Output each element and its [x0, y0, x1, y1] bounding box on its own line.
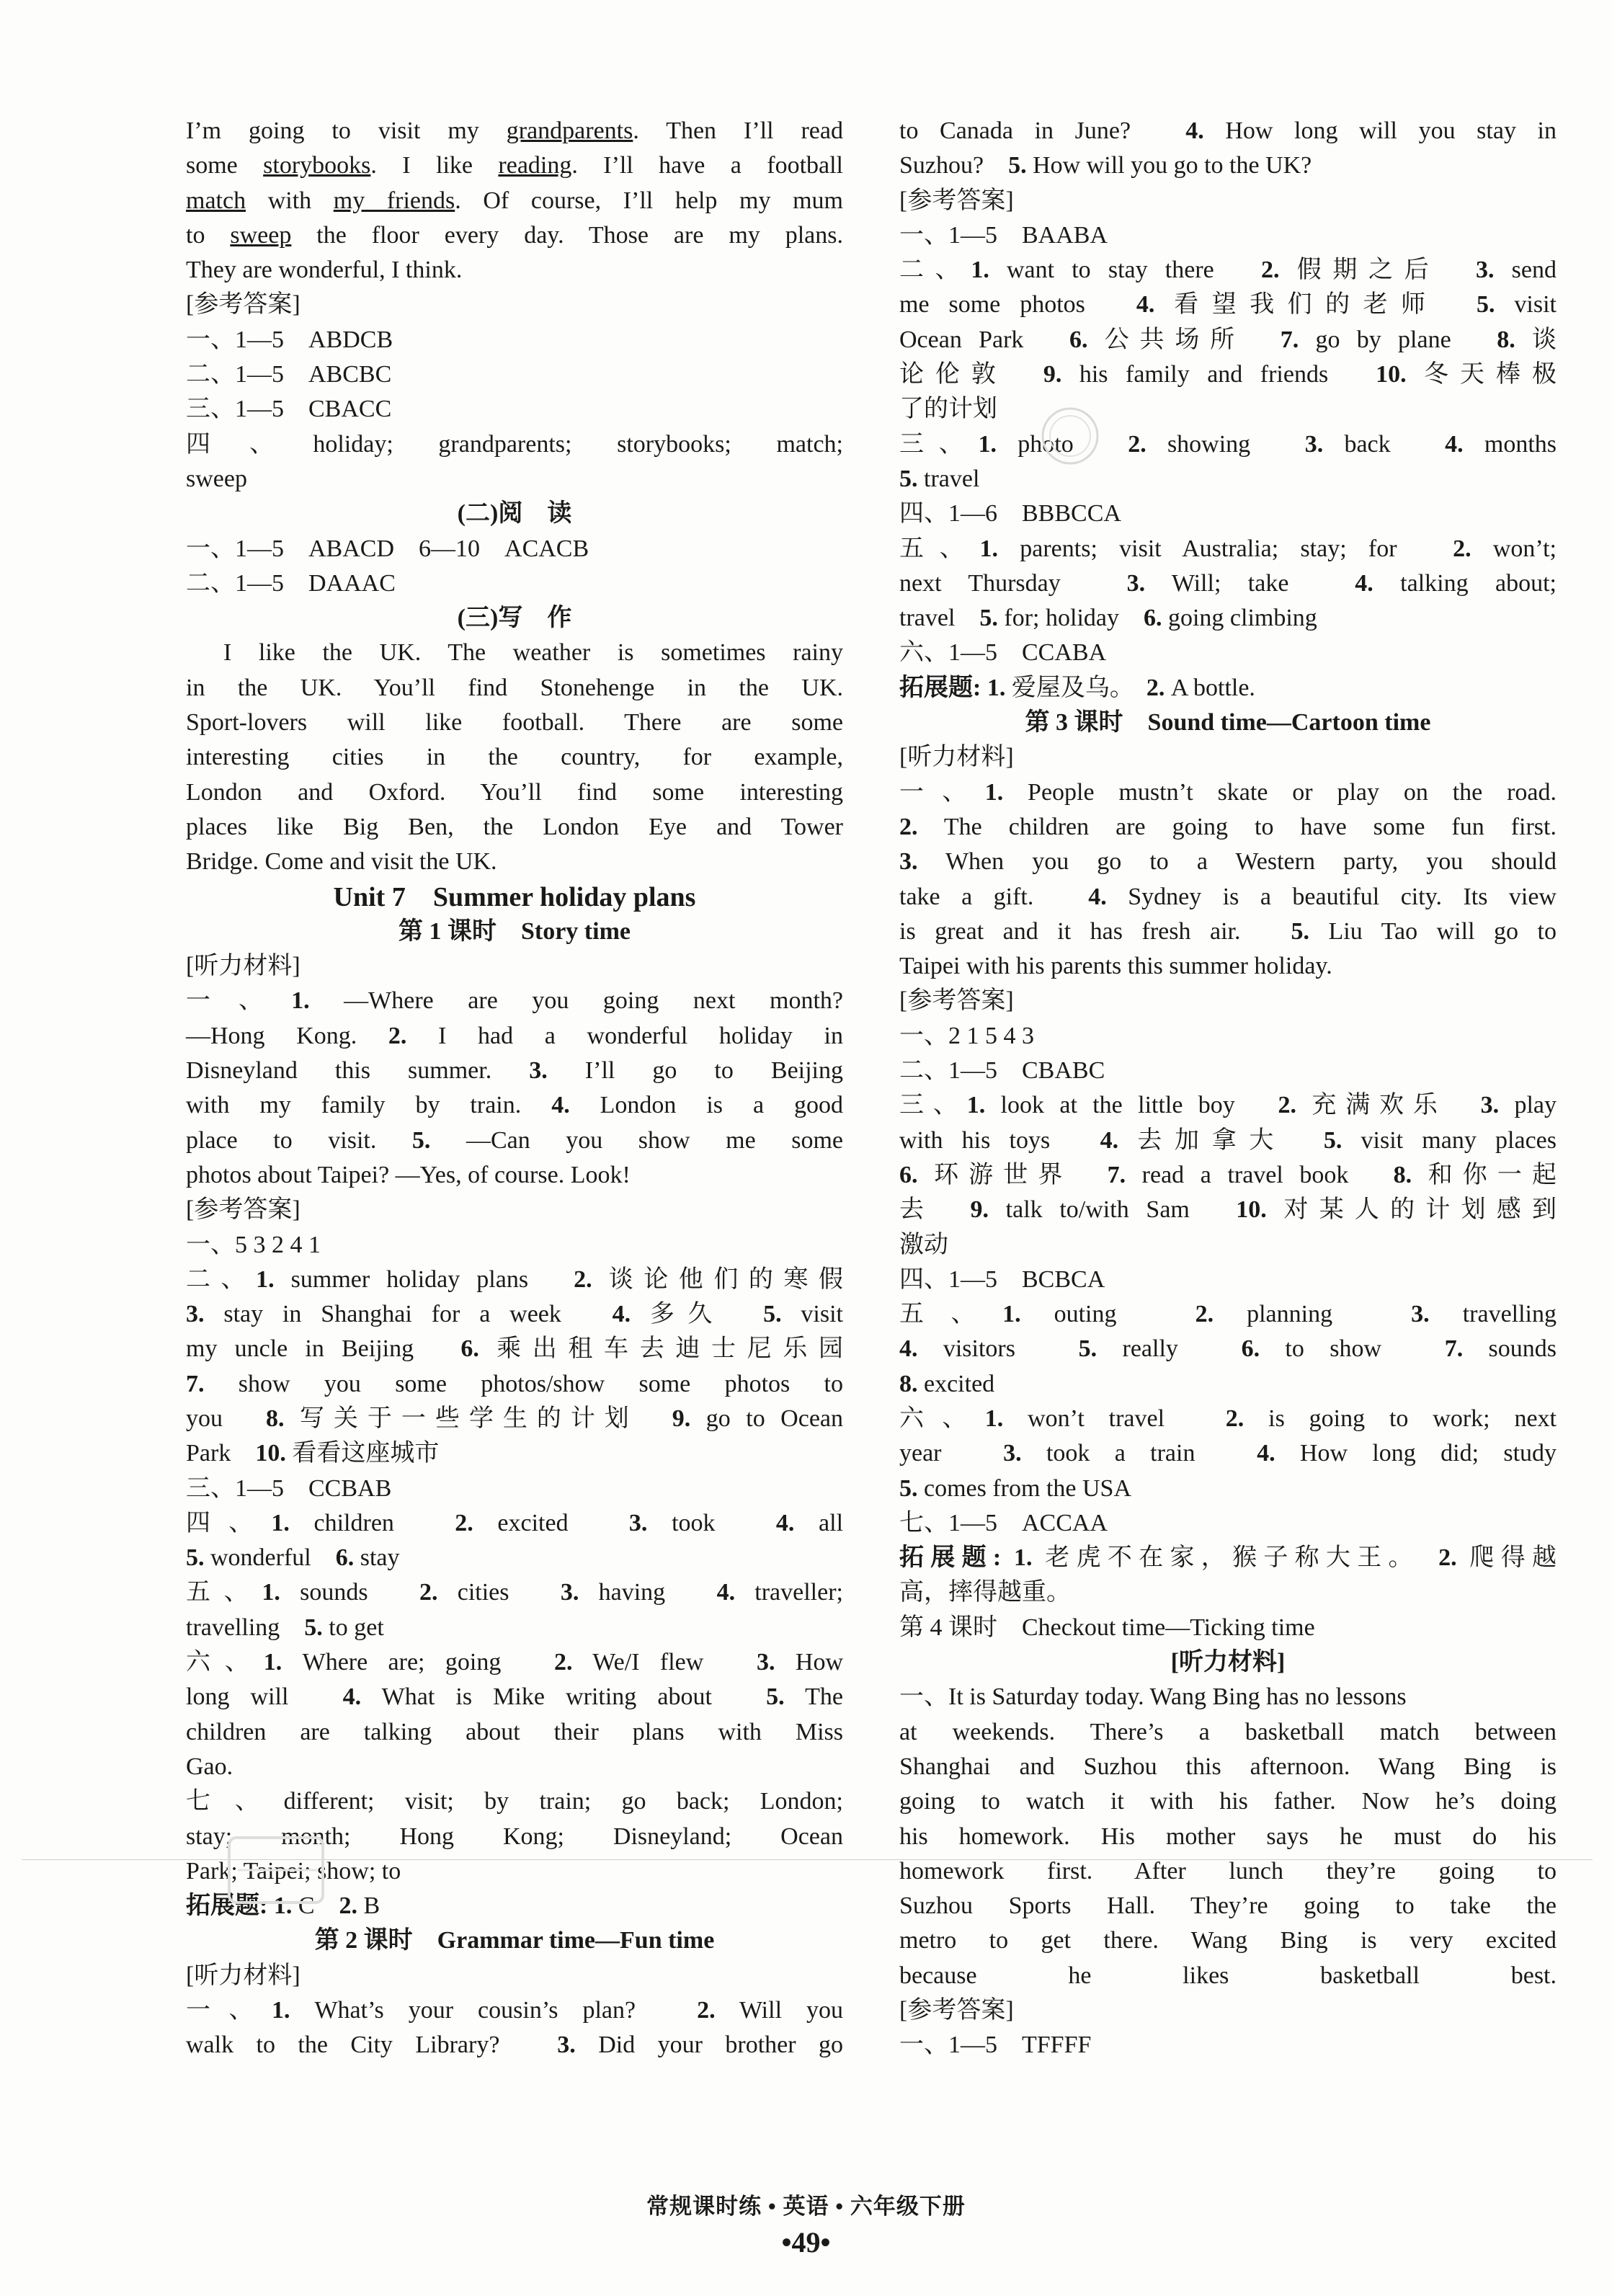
left-line: long will 4. What is Mike writing about 5. The [186, 1683, 843, 1711]
right-line: 六、1. won’t travel 2. is going to work; next [899, 1405, 1557, 1432]
right-line: Ocean Park 6. 公共场所 7. go by plane 8. 谈 [899, 326, 1557, 353]
left-line: (三)写 作 [457, 605, 572, 632]
left-line: 三、1—5 CCBAB [186, 1474, 392, 1502]
left-line: sweep [186, 465, 247, 492]
right-line: homework first. After lunch they’re going to [899, 1857, 1557, 1885]
right-line: Suzhou Sports Hall. They’re going to take the [899, 1892, 1557, 1920]
right-line: 了的计划 [899, 396, 997, 423]
right-line: 五、1. outing 2. planning 3. travelling [899, 1301, 1557, 1328]
left-line: 二、1. summer holiday plans 2. 谈论他们的寒假 [186, 1265, 844, 1293]
left-line: 三、1—5 CBACC [186, 396, 392, 423]
right-line: 三、1. look at the little boy 2. 充满欢乐 3. play [899, 1092, 1557, 1119]
left-line: [听力材料] [186, 1962, 300, 1989]
right-line: 拓展题: 1. 爱屋及乌。 2. A bottle. [899, 674, 1255, 701]
right-line: 去 9. talk to/with Sam 10. 对某人的计划感到 [899, 1196, 1557, 1224]
left-line: walk to the City Library? 3. Did your brother go [186, 2032, 843, 2059]
right-line: 高，摔得越重。 [899, 1579, 1071, 1606]
left-line: —Hong Kong. 2. I had a wonderful holiday in [186, 1022, 844, 1049]
right-line: at weekends. There’s a basketball match between [899, 1718, 1557, 1745]
left-line: Bridge. Come and visit the UK. [186, 848, 497, 876]
left-line: 拓展题: 1. C 2. B [186, 1892, 380, 1920]
right-line: Taipei with his parents this summer holiday. [899, 953, 1332, 980]
right-line: me some photos 4. 看望我们的老师 5. visit [899, 291, 1557, 319]
left-line: 二、1—5 DAAAC [186, 569, 396, 597]
left-line: 一、1. —Where are you going next month? [186, 987, 843, 1015]
left-line: 一、1. What’s your cousin’s plan? 2. Will you [186, 1997, 843, 2024]
right-line: to Canada in June? 4. How long will you stay in [899, 117, 1557, 144]
right-line: 三、1. photo 2. showing 3. back 4. months [899, 430, 1557, 458]
right-line: travel 5. for; holiday 6. going climbing [899, 605, 1317, 632]
right-line: take a gift. 4. Sydney is a beautiful city. Its view [899, 883, 1557, 910]
right-line: because he likes basketball best. [899, 1962, 1557, 1989]
right-line: Suzhou? 5. How will you go to the UK? [899, 152, 1312, 179]
right-line: 五、1. parents; visit Australia; stay; for 2. won’t; [899, 535, 1557, 562]
footer-book-title: 常规课时练 • 英语 • 六年级下册 [646, 2194, 966, 2219]
left-line: Park 10. 看看这座城市 [186, 1440, 440, 1467]
left-line: to sweep the floor every day. Those are my plans. [186, 221, 843, 249]
left-line: Unit 7 Summer holiday plans [333, 881, 696, 912]
right-line: 论伦敦 9. his family and friends 10. 冬天棒极 [899, 361, 1557, 388]
left-line: 一、1—5 ABACD 6—10 ACACB [186, 535, 589, 562]
left-line: my uncle in Beijing 6. 乘出租车去迪士尼乐园 [186, 1335, 843, 1363]
right-line: is great and it has fresh air. 5. Liu Tao will go to [899, 917, 1557, 945]
left-line: you 8. 写关于一些学生的计划 9. go to Ocean [186, 1405, 844, 1432]
left-line: 第 2 课时 Grammar time—Fun time [314, 1927, 715, 1954]
left-line: 第 1 课时 Story time [398, 917, 631, 945]
left-line: travelling 5. to get [186, 1614, 384, 1641]
left-line: 一、1—5 ABDCB [186, 326, 393, 353]
right-line: 一、1—5 BAABA [899, 221, 1108, 249]
left-line: place to visit. 5. —Can you show me some [186, 1126, 843, 1154]
left-line: 四、1. children 2. excited 3. took 4. all [186, 1509, 844, 1536]
left-line: places like Big Ben, the London Eye and Tower [186, 813, 843, 840]
left-line: Sport-lovers will like football. There are some [186, 709, 843, 737]
right-line: [参考答案] [899, 187, 1014, 214]
left-line: children are talking about their plans with Miss [186, 1718, 843, 1745]
right-line: 六、1—5 CCABA [899, 639, 1107, 667]
watermark-scan [223, 1830, 331, 1913]
right-line: 一、1—5 TFFFF [899, 2032, 1092, 2059]
right-line: 第 3 课时 Sound time—Cartoon time [1025, 709, 1431, 737]
right-line: 一、1. People mustn’t skate or play on the road. [899, 778, 1557, 806]
right-line: 5. travel [899, 465, 980, 492]
left-line: 二、1—5 ABCBC [186, 361, 392, 388]
left-line: photos about Taipei? —Yes, of course. Look! [186, 1161, 631, 1188]
left-line: I’m going to visit my grandparents. Then I’ll read [186, 117, 843, 144]
left-line: London and Oxford. You’ll find some interesting [186, 778, 843, 806]
left-line: match with my friends. Of course, I’ll help my mum [186, 187, 843, 214]
left-line: stay; month; Hong Kong; Disneyland; Ocean [186, 1823, 843, 1850]
left-line: 五、1. sounds 2. cities 3. having 4. traveller; [186, 1579, 843, 1606]
left-line: 7. show you some photos/show some photos to [186, 1370, 843, 1397]
left-line: 5. wonderful 6. stay [186, 1544, 400, 1572]
right-line: [参考答案] [899, 1997, 1014, 2024]
right-line: 5. comes from the USA [899, 1474, 1132, 1502]
right-line: 6. 环游世界 7. read a travel book 8. 和你一起 [899, 1161, 1557, 1188]
right-line: 拓展题: 1. 老虎不在家，猴子称大王。 2. 爬得越 [899, 1544, 1557, 1572]
left-line: [参考答案] [186, 1196, 300, 1224]
right-line: 2. The children are going to have some fun first. [899, 813, 1557, 840]
right-line: 二、1—5 CBABC [899, 1057, 1105, 1085]
right-line: 二、1. want to stay there 2. 假期之后 3. send [899, 257, 1557, 284]
right-line: 四、1—5 BCBCA [899, 1265, 1105, 1293]
right-line: 一、2 1 5 4 3 [899, 1022, 1034, 1049]
left-line: 3. stay in Shanghai for a week 4. 多久 5. visit [186, 1301, 843, 1328]
right-line: with his toys 4. 去加拿大 5. visit many places [899, 1126, 1557, 1154]
left-line: Park; Taipei; show; to [186, 1857, 401, 1885]
watermark-stamp [1038, 404, 1103, 473]
scan-watermark-icon [223, 1830, 331, 1910]
right-line: [听力材料] [899, 744, 1014, 771]
left-line: 六、1. Where are; going 2. We/I flew 3. How [186, 1649, 844, 1676]
right-line: going to watch it with his father. Now he’s doing [899, 1788, 1557, 1815]
left-line: interesting cities in the country, for example, [186, 744, 843, 771]
right-line: his homework. His mother says he must do his [899, 1823, 1557, 1850]
left-line: I like the UK. The weather is sometimes rainy [223, 639, 843, 667]
left-line: some storybooks. I like reading. I’ll have a football [186, 152, 843, 179]
left-line: (二)阅 读 [457, 500, 572, 528]
left-line: Disneyland this summer. 3. I’ll go to Beijing [186, 1057, 843, 1085]
right-column [899, 114, 1557, 2063]
right-line: [听力材料] [1170, 1649, 1286, 1676]
right-line: 四、1—6 BBBCCA [899, 500, 1121, 528]
right-line: 第 4 课时 Checkout time—Ticking time [899, 1614, 1315, 1641]
left-line: 一、5 3 2 4 1 [186, 1231, 321, 1258]
right-line: 激动 [899, 1231, 948, 1258]
right-line: year 3. took a train 4. How long did; study [899, 1440, 1557, 1467]
left-line: Gao. [186, 1753, 233, 1780]
right-line: next Thursday 3. Will; take 4. talking about; [899, 569, 1557, 597]
left-line: in the UK. You’ll find Stonehenge in the UK. [186, 674, 843, 701]
right-line: 七、1—5 ACCAA [899, 1509, 1108, 1536]
left-line: [参考答案] [186, 291, 300, 319]
left-line: with my family by train. 4. London is a good [186, 1092, 844, 1119]
right-line: 4. visitors 5. really 6. to show 7. sounds [899, 1335, 1557, 1363]
right-line: 3. When you go to a Western party, you should [899, 848, 1557, 876]
left-line: 四、holiday; grandparents; storybooks; match; [186, 430, 843, 458]
left-column [186, 114, 843, 2063]
left-line: 七、different; visit; by train; go back; London; [186, 1788, 843, 1815]
right-line: Shanghai and Suzhou this afternoon. Wang Bing is [899, 1753, 1557, 1780]
left-line: [听力材料] [186, 953, 300, 980]
right-line: [参考答案] [899, 987, 1014, 1015]
page-number: •49• [781, 2226, 831, 2259]
right-line: metro to get there. Wang Bing is very excited [899, 1927, 1557, 1954]
right-line: 一、It is Saturday today. Wang Bing has no lessons [899, 1683, 1407, 1711]
left-line: They are wonderful, I think. [186, 257, 463, 284]
right-line: 8. excited [899, 1370, 995, 1397]
stamp-icon [1038, 404, 1103, 468]
